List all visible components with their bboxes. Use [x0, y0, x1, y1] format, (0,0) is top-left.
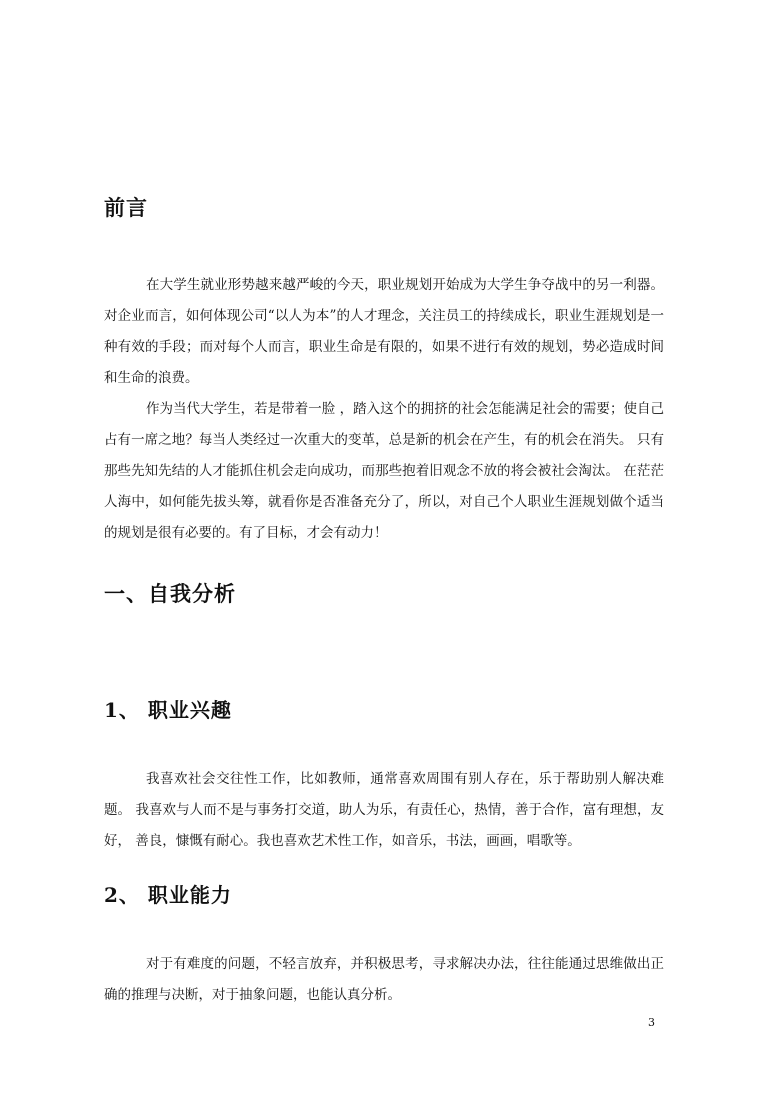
- career-ability-paragraph: 对于有难度的问题，不轻言放弃，并积极思考，寻求解决办法，往往能通过思维做出正 确的推理与决断，对于抽象问题，也能认真分析。: [104, 956, 664, 1003]
- self-analysis-heading: 一、自我分析: [104, 581, 236, 606]
- career-ability-heading: 2、 职业能力: [104, 883, 232, 907]
- preface-paragraph-1: 在大学生就业形势越来越严峻的今天，职业规划开始成为大学生争夺战中的另一利器。 对企业而言，如何体现公司“以人为本”的人才理念，关注员工的持续成长，职业生涯规划是一种有效的手段；而对每个人而言，职业生命是有限的，如果不进行有效的规划，势必造成时间和生命的浪费。: [104, 277, 664, 386]
- preface-heading: 前言: [104, 195, 148, 220]
- page-number: 3: [648, 1016, 655, 1029]
- preface-paragraph-2: 作为当代大学生，若是带着一脸 ，踏入这个的拥挤的社会怎能满足社会的需要；使自己占有一席之地？每当人类经过一次重大的变革，总是新的机会在产生，有的机会在消失。 只有那些先知先结的人才能抓住机会走向成功，而那些抱着旧观念不放的将会被社会淘汰。 在茫茫人海中，如何能先拔头筹，就看你是否准备充分了，所以，对自己个人职业生涯规划做个适当的规划是很有必要的。有了目标，才会有动力！: [104, 401, 664, 541]
- career-interest-paragraph: 我喜欢社会交往性工作，比如教师，通常喜欢周围有别人存在，乐于帮助别人解决难题。 我喜欢与人而不是与事务打交道，助人为乐，有责任心，热情，善于合作，富有理想，友好， 善良，慷慨有耐心。我也喜欢艺术性工作，如音乐，书法，画画，唱歌等。: [104, 771, 664, 849]
- career-interest-heading: 1、 职业兴趣: [104, 698, 232, 722]
